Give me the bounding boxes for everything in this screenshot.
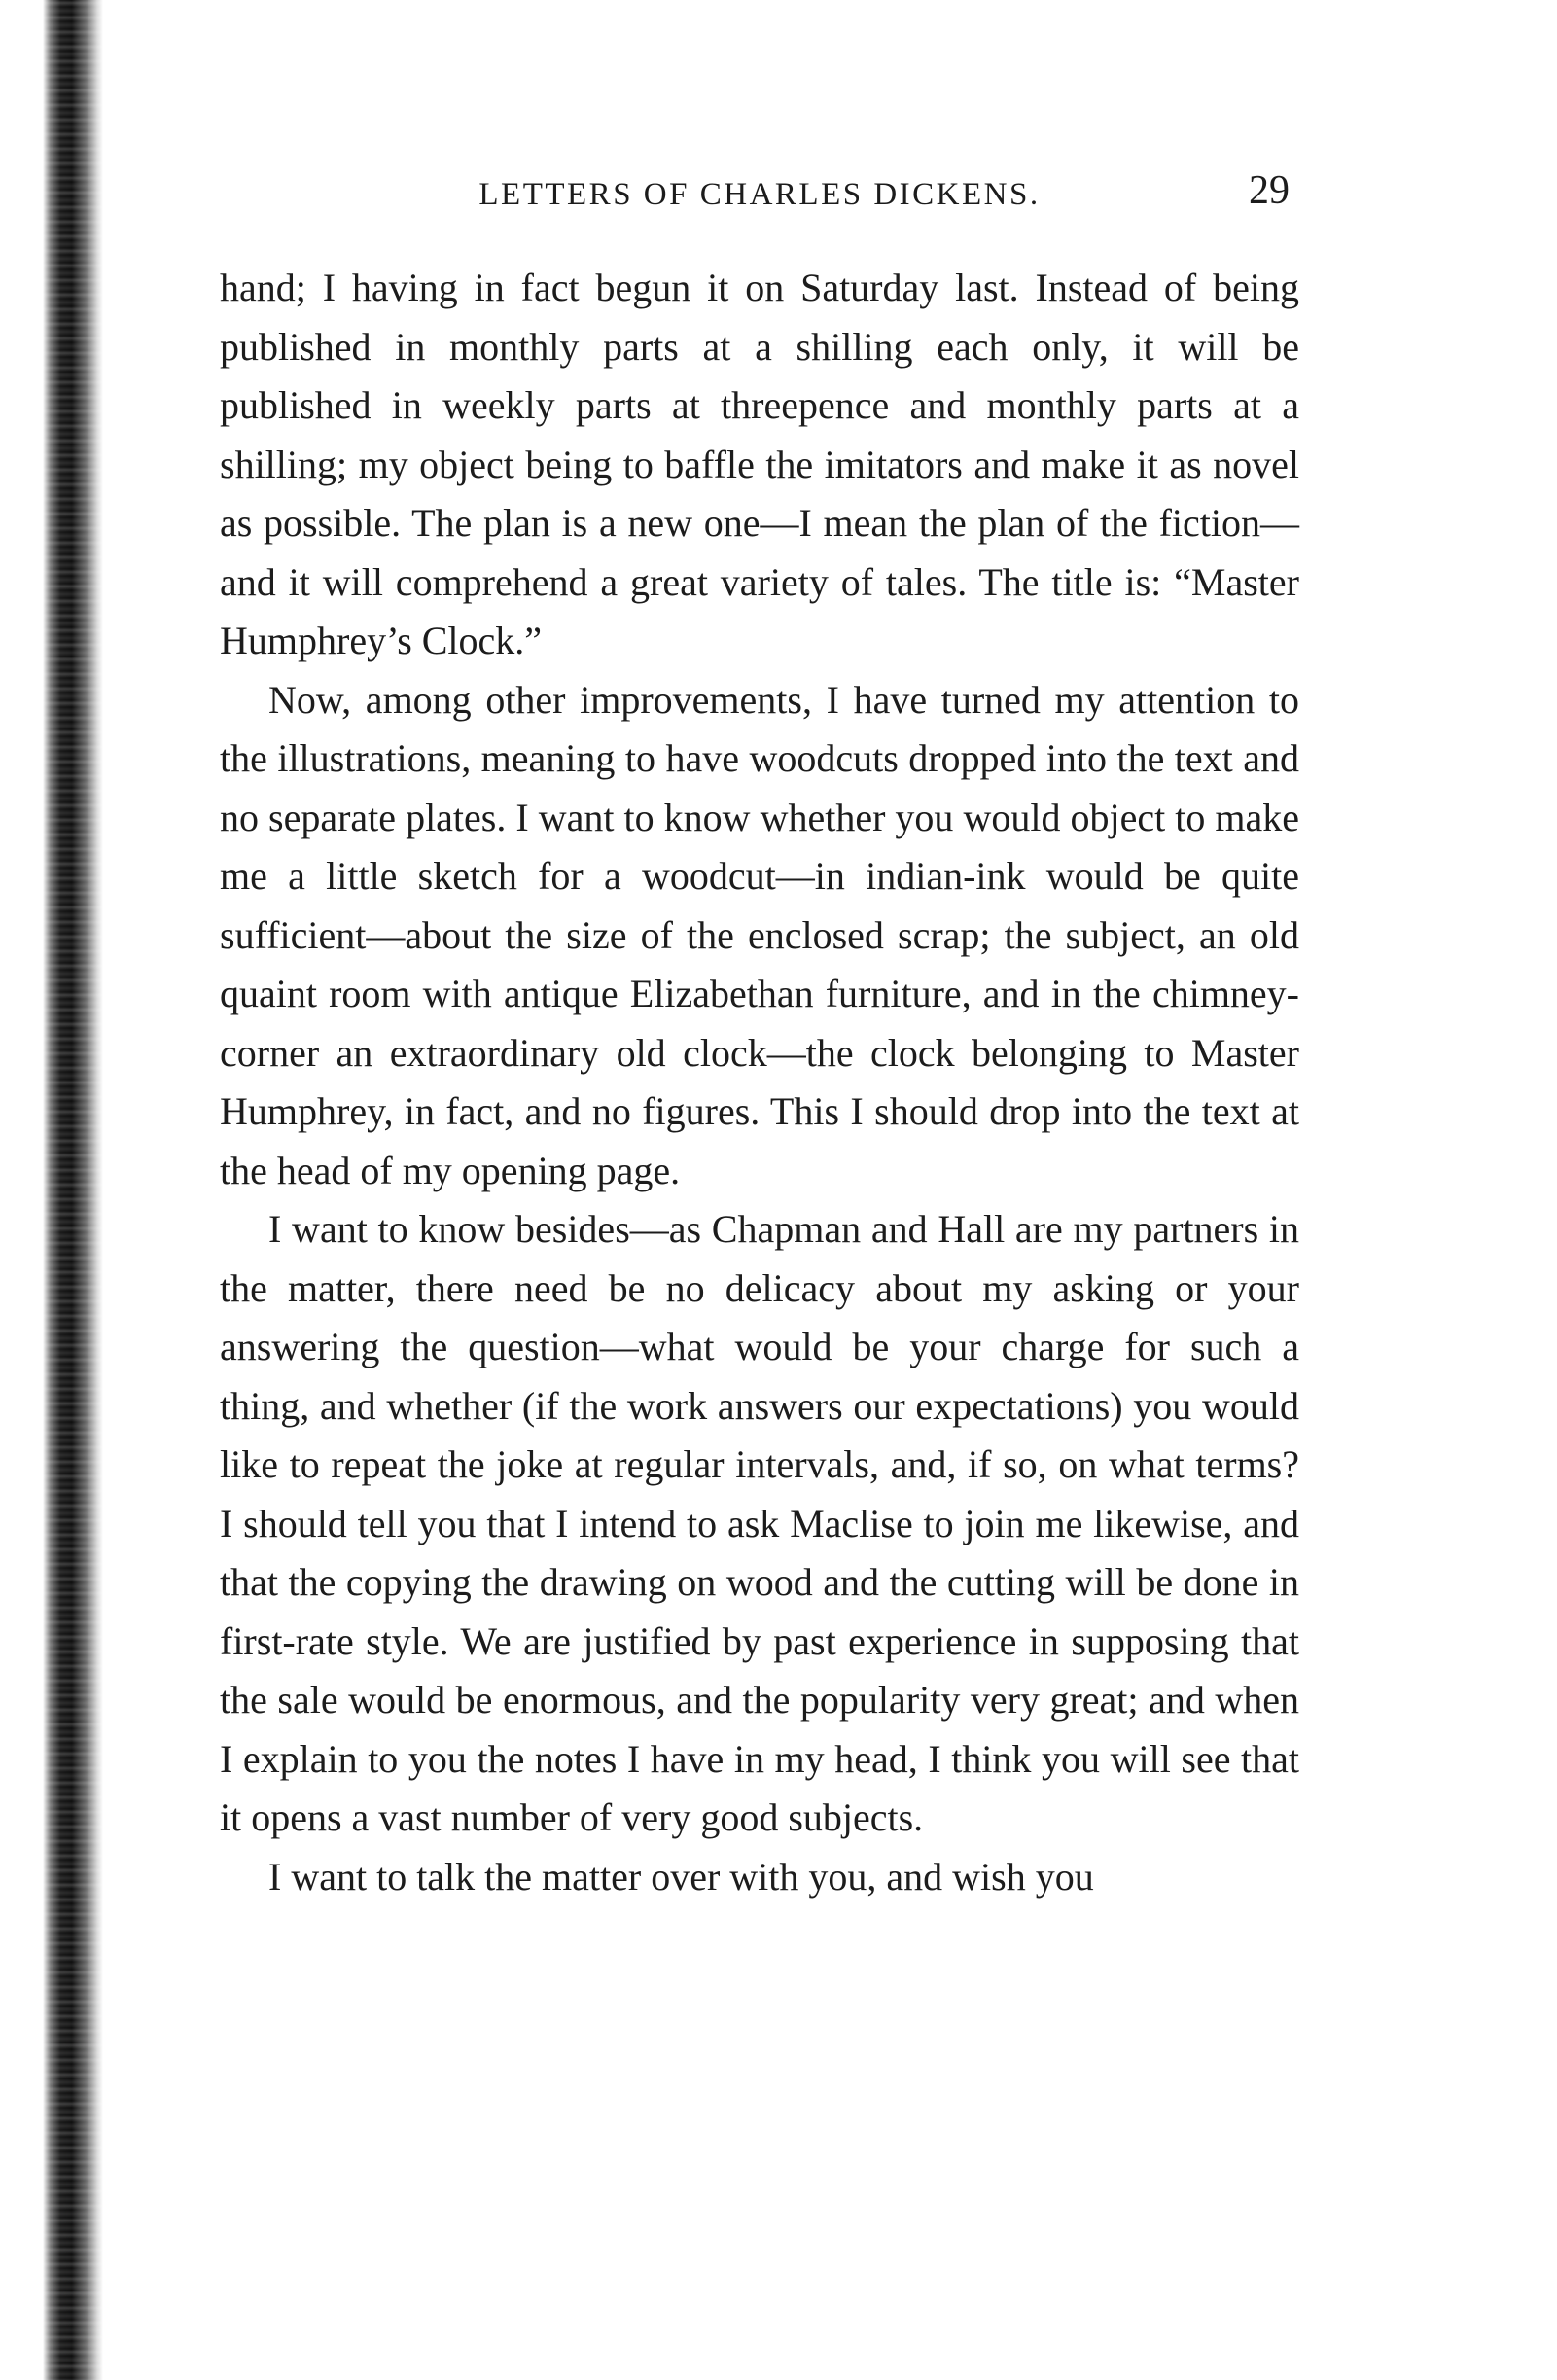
paragraph-4: I want to talk the matter over with you, and wish you: [268, 1854, 1094, 1899]
paragraph-2: Now, among other improvements, I have turned my attention to the illustrations, meaning to have woodcuts dropped into the text and no separate plates. I want to know whether you would object to make me a little sketch for a woodcut—in indian-ink would be quite sufficient—about the size of the enclosed scrap; the subject, an old quaint room with antique Elizabethan furniture, and in the chimney-corner an extraordinary old clock—the clock belonging to Master Humphrey, in fact, and no figures. This I should drop into the text at the head of my opening page.: [220, 677, 1299, 1192]
body-text: [220, 259, 1299, 1906]
paragraph-3: I want to know besides—as Chapman and Hall are my partners in the matter, there need be no delicacy about my asking or your answering the question—what would be your charge for such a thing, and whether (if the work answers our expectations) you would like to repeat the joke at regular intervals, and, if so, on what terms? I should tell you that I intend to ask Maclise to join me likewise, and that the copying the drawing on wood and the cutting will be done in first-rate style. We are justified by past experience in supposing that the sale would be enormous, and the popularity very great; and when I explain to you the notes I have in my head, I think you will see that it opens a vast number of very good subjects.: [220, 1207, 1299, 1839]
running-title: LETTERS OF CHARLES DICKENS.: [478, 177, 1041, 212]
running-head: [220, 167, 1299, 226]
paragraph-1: hand; I having in fact begun it on Saturday last. Instead of being published in monthly parts at a shilling each only, it will be published in weekly parts at threepence and monthly parts at a shilling; my object being to baffle the imitators and make it as novel as possible. The plan is a new one—I mean the plan of the fiction—and it will comprehend a great variety of tales. The title is: “Master Humphrey’s Clock.”: [220, 266, 1299, 662]
book-spine-shadow: [43, 0, 103, 2380]
page-number: 29: [1249, 168, 1290, 213]
